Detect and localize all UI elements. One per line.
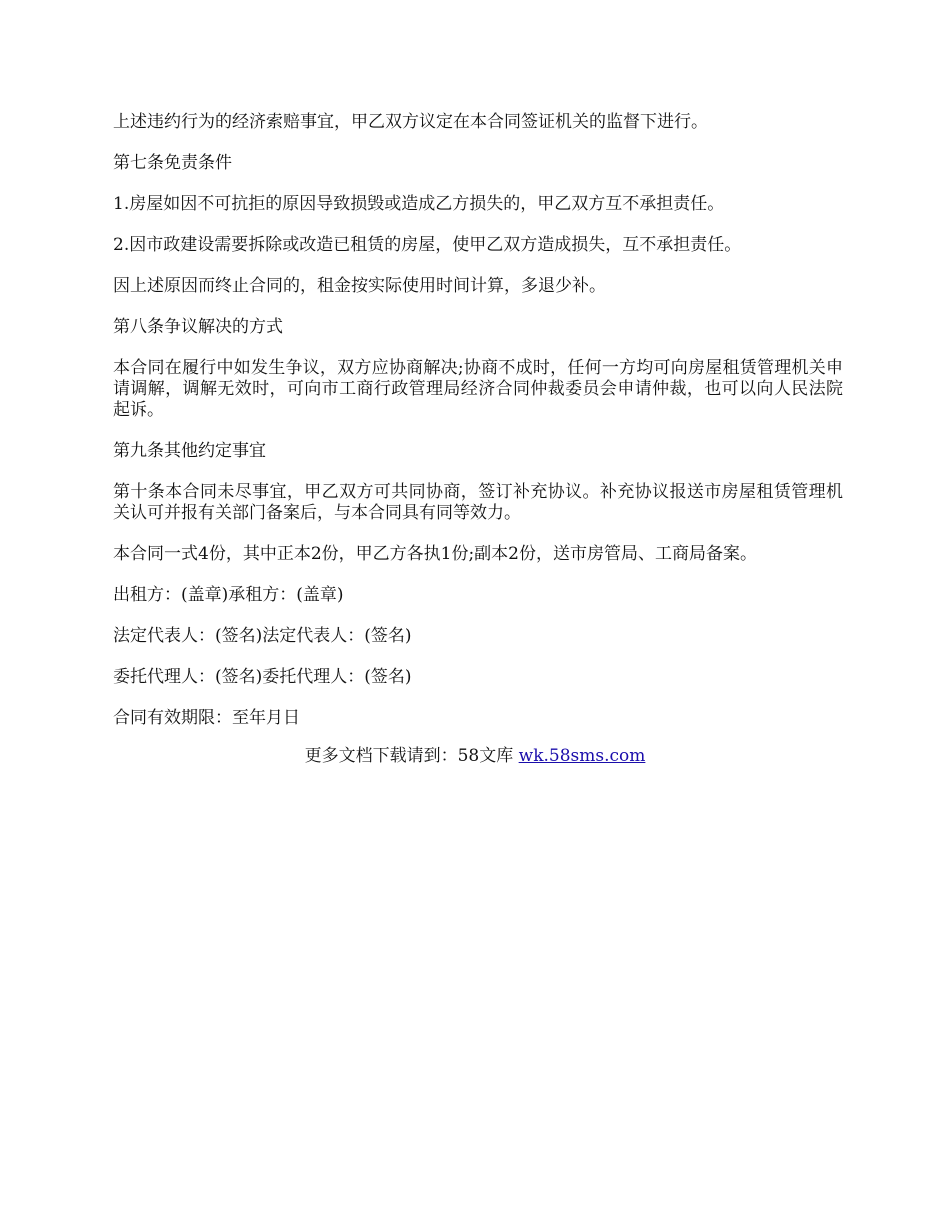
paragraph-copies: 本合同一式4份，其中正本2份，甲乙方各执1份;副本2份，送市房管局、工商局备案。 [113,544,757,564]
signature-legal-representatives: 法定代表人：(签名)法定代表人：(签名) [113,626,412,646]
paragraph-liability-claims: 上述违约行为的经济索赔事宜，甲乙双方议定在本合同签证机关的监督下进行。 [113,112,708,132]
footer-prefix-text: 更多文档下载请到：58文库 [304,746,519,766]
footer-website-link[interactable]: wk.58sms.com [518,746,646,766]
signature-lessor-lessee: 出租方：(盖章)承租方：(盖章) [113,585,344,605]
paragraph-rent-settlement: 因上述原因而终止合同的，租金按实际使用时间计算，多退少补。 [113,276,606,296]
heading-article-9: 第九条其他约定事宜 [113,441,266,461]
heading-article-8: 第八条争议解决的方式 [113,317,283,337]
paragraph-article-10: 第十条本合同未尽事宜，甲乙双方可共同协商，签订补充协议。补充协议报送市房屋租赁管理机关认可并报有关部门备案后，与本合同具有同等效力。 [113,482,843,523]
paragraph-demolition: 2.因市政建设需要拆除或改造已租赁的房屋，使甲乙双方造成损失，互不承担责任。 [113,235,742,255]
contract-validity-period: 合同有效期限：至年月日 [113,708,300,728]
signature-agents: 委托代理人：(签名)委托代理人：(签名) [113,667,412,687]
paragraph-dispute-resolution: 本合同在履行中如发生争议，双方应协商解决;协商不成时，任何一方均可向房屋租赁管理机关申请调解，调解无效时，可向市工商行政管理局经济合同仲裁委员会申请仲裁，也可以向人民法院起诉。 [113,358,843,420]
download-footer [0,745,950,767]
document-body [113,112,843,749]
paragraph-force-majeure: 1.房屋如因不可抗拒的原因导致损毁或造成乙方损失的，甲乙双方互不承担责任。 [113,194,725,214]
heading-article-7: 第七条免责条件 [113,153,232,173]
